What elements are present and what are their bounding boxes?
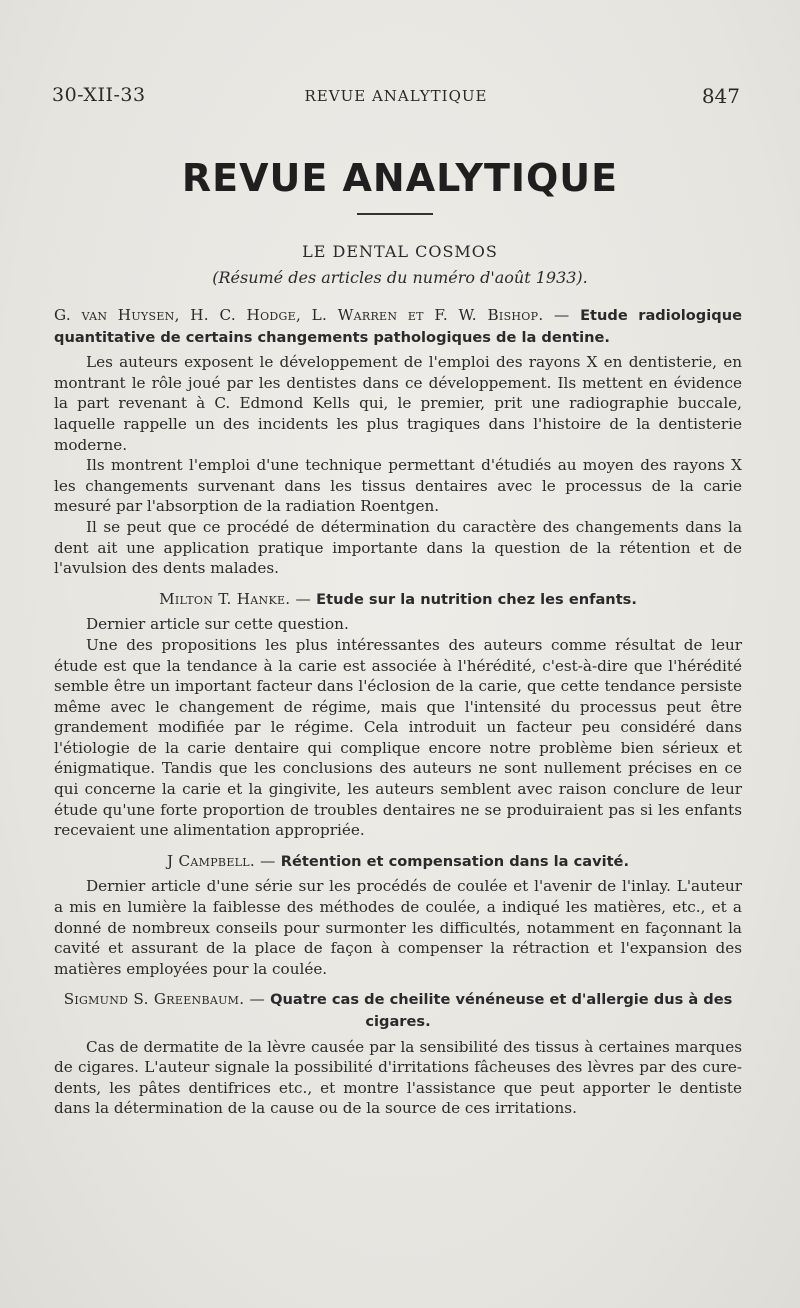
article-title: Etude sur la nutrition chez les enfants.: [316, 590, 637, 608]
journal-name: LE DENTAL COSMOS: [302, 242, 498, 261]
article-entry: [54, 305, 742, 579]
article-authors: Sigmund S. Greenbaum. —: [63, 990, 271, 1009]
article-paragraph: Dernier article d'une série sur les procédés de coulée et l'avenir de l'inlay. L'auteur a mis en lumière la faiblesse des méthodes de coulée, a indiqué les matières, etc., et a donné de nombreux conseils pour surmonter les difficultés, notamment en façonnant la cavité et assurant de la place de façon à compenser la rétraction et l'expansion des matières employées pour la coulée.: [54, 877, 742, 978]
article-heading: [54, 851, 742, 873]
article-title: Rétention et compensation dans la cavité.: [280, 852, 630, 870]
running-head: [52, 84, 740, 114]
article-paragraph: Ils montrent l'emploi d'une technique permettant d'étudiés au moyen des rayons X les changements survenant dans les tissus dentaires avec le processus de la carie mesuré par l'absorption de la radiation Roentgen.: [54, 456, 742, 516]
article-heading: [54, 589, 742, 611]
article-paragraph: Les auteurs exposent le développement de l'emploi des rayons X en dentisterie, en montrant le rôle joué par les dentistes dans ce développement. Ils mettent en évidence la part revenant à C. Edmond Kells qui, le premier, prit une radiographie buccale, laquelle rappelle un des incidents les plus tragiques dans l'histoire de la dentisterie moderne.: [54, 353, 742, 454]
article-title: Quatre cas de cheilite vénéneuse et d'allergie dus à des cigares.: [270, 991, 733, 1030]
article-entry: [54, 989, 742, 1119]
title-rule: [357, 213, 433, 215]
article-authors: J Campbell. —: [166, 851, 281, 870]
article-paragraph: Une des propositions les plus intéressantes des auteurs comme résultat de leur étude est que la tendance à la carie est associée à l'hérédité, c'est-à-dire que l'hérédité semble être un important facteur dans l'éclosion de la carie, que cette tendance persiste même avec le changement de régime, mais que l'intensité du processus peut être grandement modifiée par le régime. Cela introduit un facteur peu considéré dans l'étiologie de la carie dentaire qui complique encore notre problème bien sérieux et énigmatique. Tandis que les conclusions des auteurs ne sont nullement précises en ce qui concerne la carie et la gingivite, les auteurs semblent avec raison conclure de leur étude qu'une forte proportion de troubles dentaires ne se produiraient pas si les enfants recevaient une alimentation appropriée.: [54, 635, 742, 840]
article-authors: Milton T. Hanke. —: [159, 589, 317, 608]
journal-subtitle: (Résumé des articles du numéro d'août 1933).: [212, 268, 588, 287]
page-title: REVUE ANALYTIQUE: [181, 156, 619, 200]
article-title: Etude radiologique quantitative de certains changements pathologiques de la dentine.: [54, 307, 742, 346]
page-number: 847: [701, 84, 740, 108]
article-authors: G. van Huysen, H. C. Hodge, L. Warren et F. W. Bishop. —: [54, 306, 581, 324]
article-heading: [54, 989, 742, 1032]
article-paragraph: Dernier article sur cette question.: [86, 615, 349, 634]
article-paragraph: Cas de dermatite de la lèvre causée par la sensibilité des tissus à certaines marques de cigares. L'auteur signale la possibilité d'irritations fâcheuses des lèvres par des cure-dents, les pâtes dentifrices etc., et montre l'assistance que peut apporter le dentiste dans la détermination de la cause ou de la source de ces irritations.: [54, 1037, 742, 1118]
articles-section: [54, 305, 742, 1119]
article-entry: [54, 589, 742, 841]
article-paragraph: Il se peut que ce procédé de détermination du caractère des changements dans la dent ait une application pratique importante dans la question de la rétention et de l'avulsion des dents malades.: [54, 517, 742, 578]
article-heading: [54, 305, 742, 348]
running-head-title: REVUE ANALYTIQUE: [304, 87, 488, 105]
running-head-date: 30-XII-33: [52, 84, 146, 106]
article-entry: [54, 851, 742, 980]
